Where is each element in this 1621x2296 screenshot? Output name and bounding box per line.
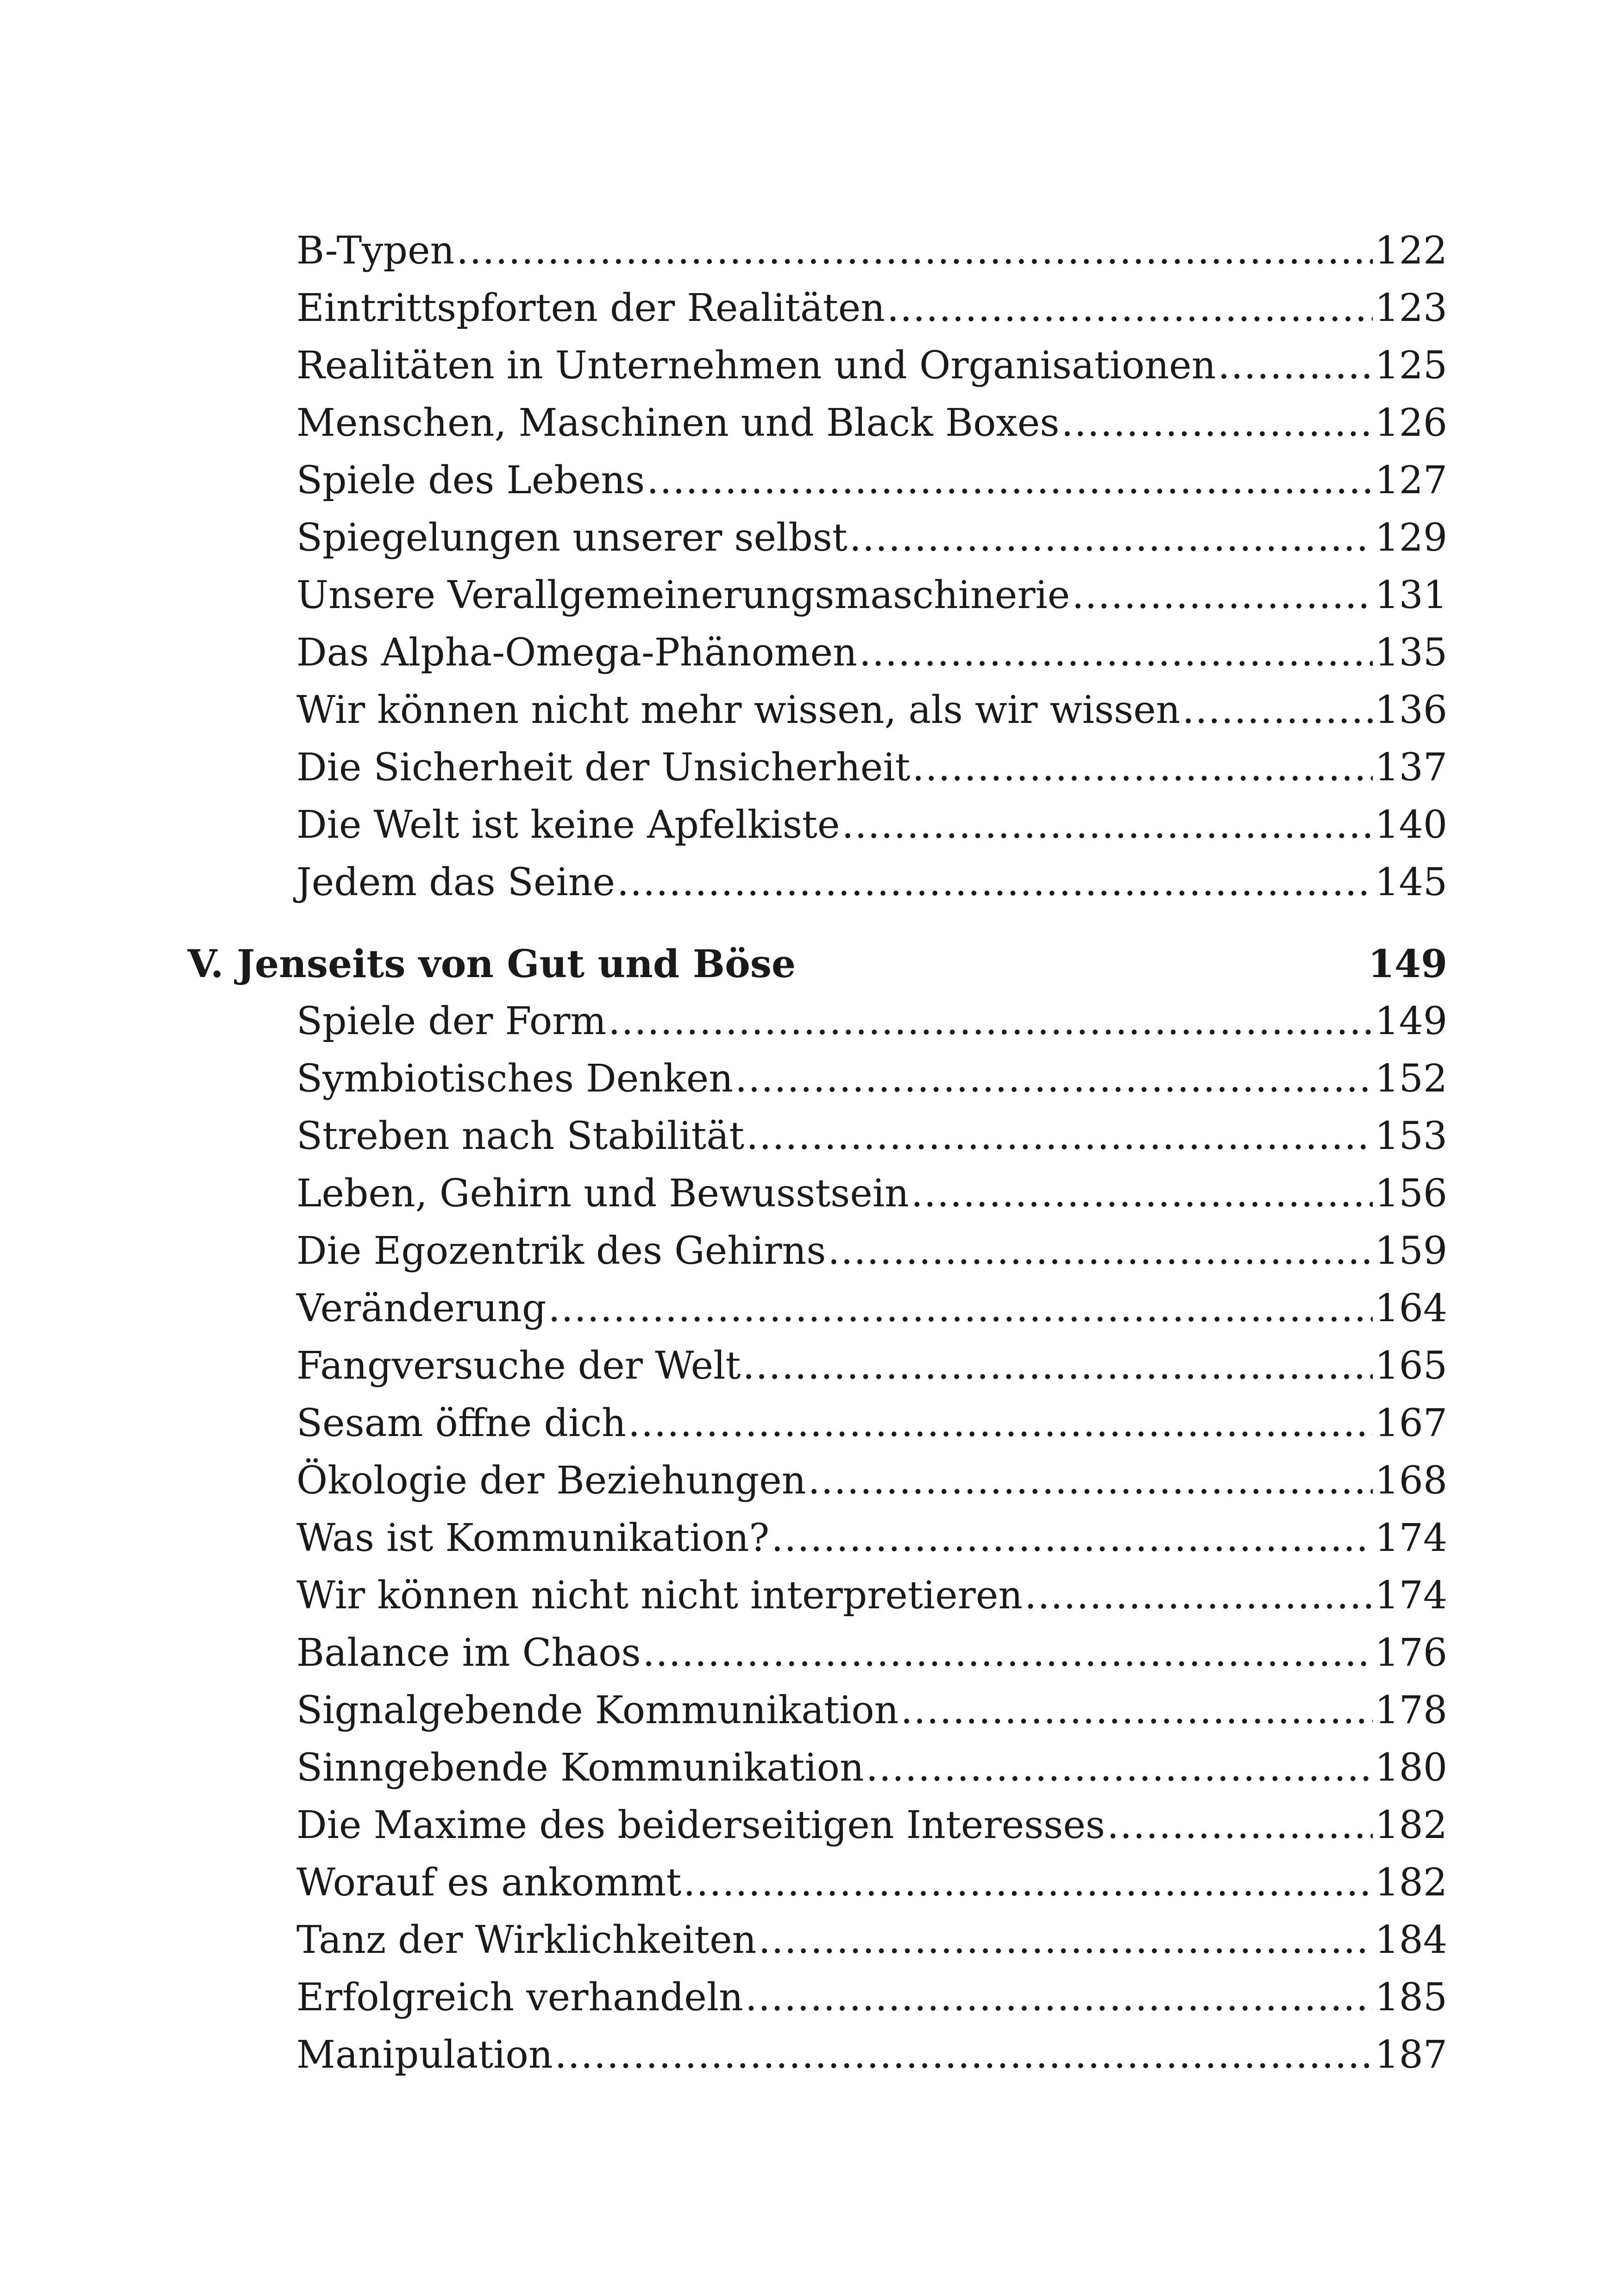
dot-leader [1107,1797,1373,1854]
toc-entry-page-number: 152 [1375,1057,1447,1101]
toc-entry-page-number: 129 [1375,516,1447,560]
chapter-page-number: 149 [1368,942,1447,986]
dot-leader [912,739,1373,797]
dot-leader [911,1165,1373,1223]
toc-entry-page-number: 176 [1375,1631,1447,1675]
dot-leader [859,624,1373,682]
toc-entry-page-number: 135 [1375,631,1447,675]
toc-entry-title: Streben nach Stabilität [296,1114,745,1158]
toc-entry-title: Die Welt ist keine Apfelkiste [296,803,840,847]
dot-leader [808,1452,1373,1510]
toc-entry-title: Leben, Gehirn und Bewusstsein [296,1172,909,1216]
toc-entry-title: Sesam öffne dich [296,1401,626,1445]
toc-entry-page-number: 145 [1375,860,1447,904]
toc-entry-title: B-Typen [296,229,455,273]
toc-entry-page-number: 126 [1375,401,1447,445]
dot-leader [548,1280,1373,1337]
toc-section-before [188,222,1447,911]
toc-entry-title: Was ist Kommunikation? [296,1516,770,1560]
toc-entry-title: Jedem das Seine [296,860,616,904]
dot-leader [647,452,1373,509]
toc-section-after [188,993,1447,2084]
toc-entry-page-number: 182 [1375,1803,1447,1847]
dot-leader [1218,337,1373,395]
toc-entry-title: Tanz der Wirklichkeiten [296,1918,757,1962]
dot-leader [643,1625,1373,1682]
toc-entry [188,854,1447,911]
toc-entry-title: Signalgebende Kommunikation [296,1688,899,1732]
toc-entry-page-number: 185 [1375,1976,1447,2020]
toc-entry [188,797,1447,854]
toc-entry [188,1682,1447,1739]
dot-leader [746,1108,1373,1165]
toc-entry [188,1854,1447,1912]
toc-entry [188,1567,1447,1625]
dot-leader [1182,682,1373,739]
toc-entry-title: Die Egozentrik des Gehirns [296,1229,826,1273]
toc-entry-page-number: 184 [1375,1918,1447,1962]
toc-entry-title: Spiele der Form [296,999,607,1043]
toc-chapter-heading [188,935,1447,993]
toc-entry [188,1337,1447,1395]
toc-entry-page-number: 187 [1375,2033,1447,2077]
dot-leader [758,1912,1373,1969]
toc-entry [188,395,1447,452]
dot-leader [608,993,1373,1050]
toc-entry [188,222,1447,280]
toc-entry [188,1223,1447,1280]
toc-entry-title: Die Maxime des beiderseitigen Interesses [296,1803,1105,1847]
dot-leader [828,1223,1373,1280]
toc-entry-page-number: 165 [1375,1344,1447,1388]
toc-entry-title: Menschen, Maschinen und Black Boxes [296,401,1060,445]
toc-entry-page-number: 125 [1375,344,1447,388]
toc-entry [188,1625,1447,1682]
dot-leader [617,854,1373,911]
dot-leader [887,280,1373,337]
toc-entry-page-number: 156 [1375,1172,1447,1216]
toc-entry-title: Fangversuche der Welt [296,1344,741,1388]
toc-entry [188,337,1447,395]
toc-entry-title: Das Alpha-Omega-Phänomen [296,631,857,675]
toc-entry [188,509,1447,567]
toc-entry-page-number: 123 [1375,286,1447,330]
dot-leader [1024,1567,1373,1625]
dot-leader [735,1050,1373,1108]
toc-entry-title: Eintrittspforten der Realitäten [296,286,886,330]
toc-entry-page-number: 137 [1375,746,1447,790]
toc-entry [188,452,1447,509]
toc-entry [188,1969,1447,2026]
toc-entry-page-number: 159 [1375,1229,1447,1273]
toc-entry-page-number: 180 [1375,1746,1447,1790]
toc-entry-page-number: 164 [1375,1286,1447,1330]
toc-entry-page-number: 182 [1375,1861,1447,1905]
dot-leader [866,1739,1373,1797]
toc-entry-page-number: 149 [1375,999,1447,1043]
toc-entry-page-number: 153 [1375,1114,1447,1158]
toc-entry-title: Worauf es ankommt [296,1861,682,1905]
toc-entry [188,2026,1447,2084]
table-of-contents [188,222,1447,2084]
toc-entry-page-number: 136 [1375,688,1447,732]
dot-leader [1072,567,1373,624]
toc-entry [188,1165,1447,1223]
dot-leader [1061,395,1373,452]
dot-leader [771,1510,1373,1567]
toc-entry [188,1452,1447,1510]
toc-entry-title: Balance im Chaos [296,1631,641,1675]
toc-entry-page-number: 131 [1375,573,1447,617]
dot-leader [456,222,1373,280]
toc-entry-title: Sinngebende Kommunikation [296,1746,864,1790]
dot-leader [842,797,1373,854]
toc-entry-title: Erfolgreich verhandeln [296,1976,743,2020]
dot-leader [900,1682,1373,1739]
toc-entry-title: Manipulation [296,2033,553,2077]
dot-leader [628,1395,1373,1452]
chapter-title: V. Jenseits von Gut und Böse [188,942,796,986]
dot-leader [849,509,1373,567]
toc-entry [188,993,1447,1050]
toc-entry-page-number: 127 [1375,458,1447,502]
toc-entry-title: Wir können nicht mehr wissen, als wir wissen [296,688,1181,732]
toc-entry-title: Unsere Verallgemeinerungsmaschinerie [296,573,1070,617]
toc-entry-page-number: 174 [1375,1516,1447,1560]
toc-entry-page-number: 140 [1375,803,1447,847]
toc-entry-page-number: 122 [1375,229,1447,273]
toc-entry [188,280,1447,337]
toc-entry-title: Spiele des Lebens [296,458,645,502]
toc-entry [188,739,1447,797]
dot-leader [742,1337,1373,1395]
toc-entry-title: Symbiotisches Denken [296,1057,734,1101]
toc-entry-page-number: 178 [1375,1688,1447,1732]
toc-entry-page-number: 174 [1375,1574,1447,1618]
toc-entry [188,1739,1447,1797]
toc-entry [188,567,1447,624]
dot-leader [683,1854,1373,1912]
toc-entry [188,682,1447,739]
toc-entry-title: Ökologie der Beziehungen [296,1459,806,1503]
toc-entry-title: Wir können nicht nicht interpretieren [296,1574,1023,1618]
toc-entry-title: Realitäten in Unternehmen und Organisationen [296,344,1216,388]
toc-entry-page-number: 167 [1375,1401,1447,1445]
toc-entry-page-number: 168 [1375,1459,1447,1503]
toc-entry-title: Spiegelungen unserer selbst [296,516,848,560]
toc-entry [188,1912,1447,1969]
toc-entry [188,624,1447,682]
toc-entry [188,1050,1447,1108]
toc-entry [188,1280,1447,1337]
toc-entry [188,1108,1447,1165]
toc-entry-title: Die Sicherheit der Unsicherheit [296,746,911,790]
toc-entry-title: Veränderung [296,1286,547,1330]
dot-leader [555,2026,1373,2084]
toc-entry [188,1510,1447,1567]
toc-entry [188,1395,1447,1452]
dot-leader [745,1969,1373,2026]
toc-entry [188,1797,1447,1854]
